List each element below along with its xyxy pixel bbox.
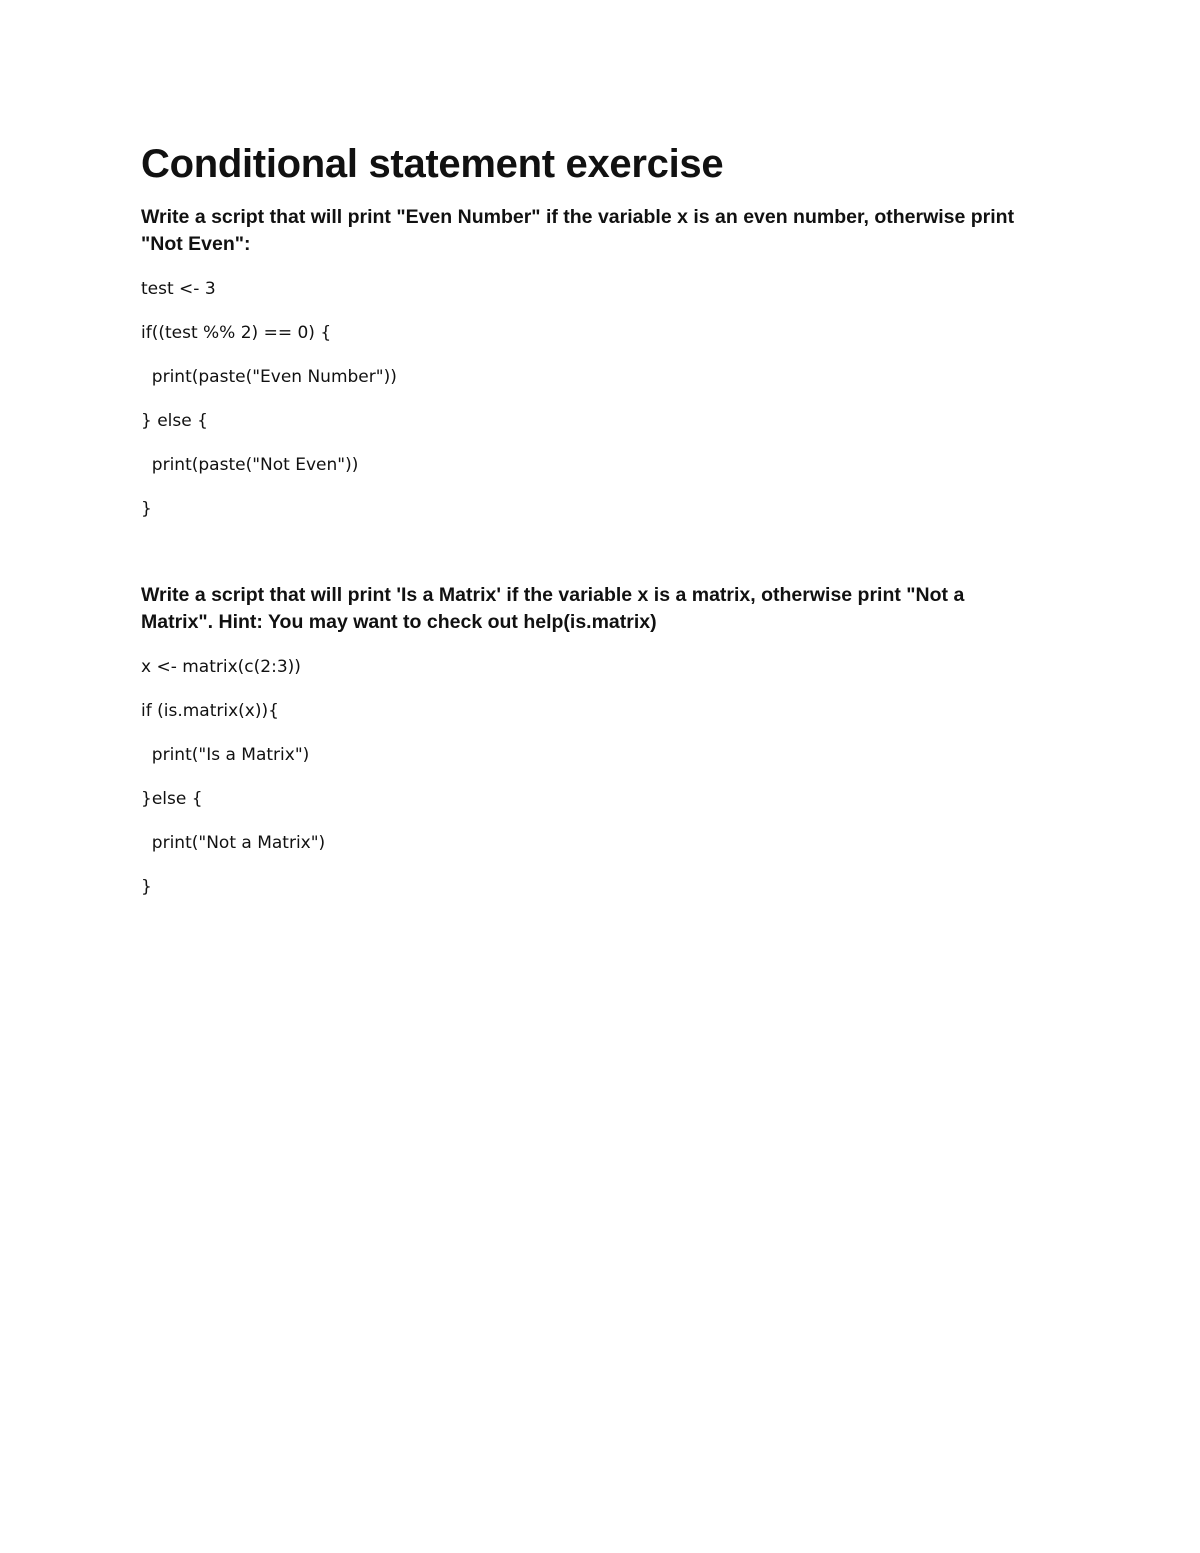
code-line: print(paste("Even Number"))	[141, 367, 397, 387]
code-line: }else {	[141, 789, 203, 809]
code-line: if((test %% 2) == 0) {	[141, 323, 332, 343]
code-line: if (is.matrix(x)){	[141, 701, 279, 721]
code-line: print("Is a Matrix")	[141, 745, 310, 765]
code-line: print(paste("Not Even"))	[141, 455, 359, 475]
code-line: }	[141, 877, 152, 897]
exercise-prompt: Write a script that will print "Even Number" if the variable x is an even number, otherwise print "Not Even":	[141, 206, 1015, 255]
page-title: Conditional statement exercise	[141, 142, 724, 186]
code-line: x <- matrix(c(2:3))	[141, 657, 301, 677]
code-line: print("Not a Matrix")	[141, 833, 326, 853]
code-line: }	[141, 499, 152, 519]
exercise-prompt: Write a script that will print 'Is a Matrix' if the variable x is a matrix, otherwise print "Not a Matrix". Hint: You may want to check out help(is.matrix)	[141, 584, 965, 633]
code-line: } else {	[141, 411, 208, 431]
code-line: test <- 3	[141, 279, 216, 299]
